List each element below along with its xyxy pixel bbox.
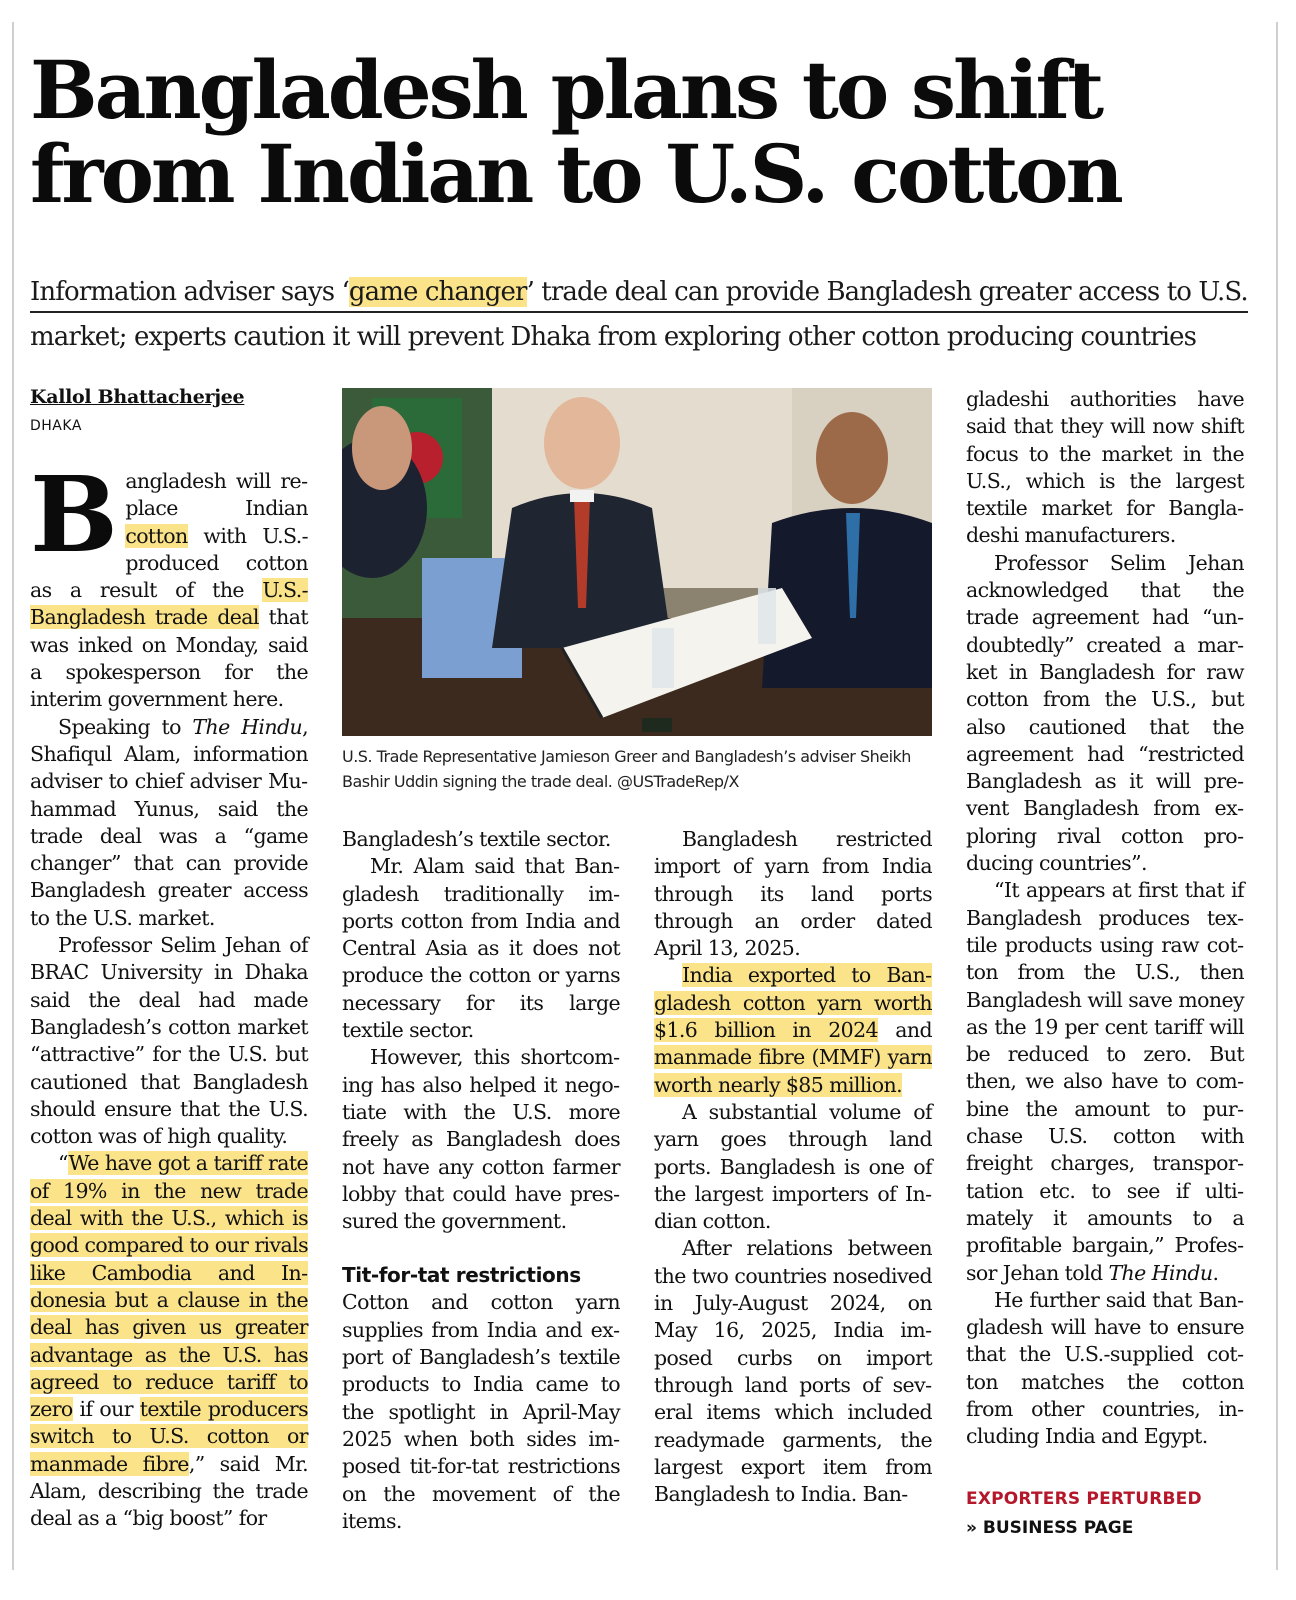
highlight: U.S.-Bangladesh trade deal: [30, 578, 308, 630]
news-photo: [342, 388, 932, 736]
deck-line-1: [30, 275, 1248, 313]
photo-caption: U.S. Trade Representative Jamieson Greer and Bangladesh’s adviser Sheikh Bashir Uddin signing the trade deal. @USTradeRep/X: [342, 747, 911, 791]
article-column-1: [30, 453, 308, 1533]
highlight: We have got a tariff rate of 19% in the new trade deal with the U.S., which is good compared to our rivals like Cambodia and Indonesia but a clause in the deal has given us greater advantage as the U.S. has agreed to reduce tariff to zero: [30, 1151, 308, 1422]
paragraph: However, this shortcoming has also helped it negotiate with the U.S. more freely as Bangladesh does not have any cotton farmer lobby that could have pressured the government.: [342, 1045, 620, 1234]
text-run: that was inked on Monday, said a spokesperson for the interim government here.: [30, 605, 308, 712]
highlight: India exported to Bangladesh cotton yarn worth $1.6 billion in 2024: [654, 963, 932, 1043]
paragraph: Bangladesh restricted import of yarn from India through its land ports through an order dated April 13, 2025.: [654, 827, 932, 961]
deck-subheadline: [30, 272, 1266, 357]
deck-highlight: game changer: [348, 277, 527, 307]
text-run: angladesh will replace Indian: [125, 469, 308, 521]
article-column-4: [966, 386, 1244, 1451]
paragraph: Mr. Alam said that Bangladesh traditionally imports cotton from India and Central Asia as it does not produce the cotton or yarns necessary for its large textile sector.: [342, 854, 620, 1043]
deck-text: Information adviser says ‘: [30, 277, 349, 307]
paragraph: After relations between the two countries nosedived in July-August 2024, on May 16, 2025, India imposed curbs on import through land ports of several items which included readymade garments, the largest export item from Bangladesh to India. Ban-: [654, 1236, 932, 1507]
right-column-rule: [1276, 22, 1278, 1570]
article-column-2: [342, 826, 620, 1535]
kicker-label: EXPORTERS PERTURBED: [966, 1489, 1202, 1509]
highlight: cotton: [125, 523, 188, 548]
byline: [30, 386, 320, 434]
related-story-kicker: [966, 1487, 1266, 1541]
highlight: textile producers switch to U.S. cotton or manmade fibre: [30, 1397, 308, 1476]
deck-text: ’ trade deal can provide Bangladesh greater access to U.S.: [526, 277, 1248, 307]
text-run: “: [58, 1151, 69, 1176]
drop-cap: B: [30, 453, 118, 576]
paragraph: [966, 877, 1244, 1286]
text-run: “It appears at first that if Bangladesh produces textile products using raw cotton from the U.S., then Bangladesh will save money as the 19 per cent tariff will be reduced to zero. But then, we also have to combine the amount to purchase U.S. cotton with freight charges, transportation etc. to see if ultimately it amounts to a profitable bargain,” Professor Jehan told: [966, 878, 1244, 1285]
text-run: ,” said Mr. Alam, describing the trade deal as a “big boost” for: [30, 1451, 308, 1531]
headline: [30, 43, 1260, 221]
paragraph: He further said that Bangladesh will have to ensure that the U.S.-supplied cotton matches the cotton from other countries, including India and Egypt.: [966, 1287, 1244, 1449]
text-run: and: [878, 1018, 932, 1043]
article-column-3: [654, 826, 932, 1508]
text-run: .: [1212, 1260, 1219, 1285]
paragraph: gladeshi authorities have said that they will now shift focus to the market in the U.S., which is the largest textile market for Bangladeshi manufacturers.: [966, 387, 1244, 548]
highlight: manmade fibre (MMF) yarn worth nearly $85 million.: [654, 1045, 932, 1097]
publication-name: The Hindu: [1108, 1260, 1213, 1285]
text-run: Speaking to: [58, 714, 193, 739]
headline-line-1: Bangladesh plans to shift: [30, 43, 1102, 137]
deck-line-2: market; experts caution it will prevent Dhaka from exploring other cotton producing countries: [30, 322, 1197, 352]
text-run: if our: [72, 1397, 140, 1422]
paragraph: A substantial volume of yarn goes through land ports. Bangladesh is one of the largest importers of Indian cotton.: [654, 1099, 932, 1234]
headline-line-2: from Indian to U.S. cotton: [30, 127, 1121, 221]
paragraph: Cotton and cotton yarn supplies from India and export of Bangladesh’s textile products to India came to the spotlight in April-May 2025 when both sides imposed tit-for-tat restrictions on the movement of the items.: [342, 1290, 620, 1533]
paragraph: [30, 453, 308, 714]
paragraph: [30, 1150, 308, 1532]
photo-illustration: [342, 388, 932, 736]
text-run: with U.S.-produced cotton as a result of the: [30, 523, 308, 603]
paragraph: [654, 962, 932, 1098]
dateline: DHAKA: [30, 418, 82, 434]
business-page-link[interactable]: » BUSINESS PAGE: [966, 1518, 1134, 1538]
paragraph: Professor Selim Jehan of BRAC University in Dhaka said the deal had made Bangladesh’s cotton market “attractive” for the U.S. but cautioned that Bangladesh should ensure that the U.S. cotton was of high quality.: [30, 933, 308, 1149]
paragraph: Professor Selim Jehan acknowledged that the trade agreement had “undoubtedly” created a market in Bangladesh for raw cotton from the U.S., but also cautioned that the agreement had “restricted Bangladesh as it will prevent Bangladesh from exploring rival cotton producing countries”.: [966, 550, 1244, 876]
publication-name: The Hindu: [192, 714, 303, 739]
author-name[interactable]: Kallol Bhattacherjee: [30, 386, 245, 408]
left-column-rule: [12, 22, 14, 1570]
text-run: , Shafiqul Alam, information adviser to chief adviser Muhammad Yunus, said the trade deal was a “game changer” that can provide Bangladesh greater access to the U.S. market.: [30, 714, 308, 930]
paragraph: [30, 714, 308, 932]
paragraph: Bangladesh’s textile sector.: [342, 827, 611, 851]
section-subhead: Tit-for-tat restrictions: [342, 1263, 581, 1288]
